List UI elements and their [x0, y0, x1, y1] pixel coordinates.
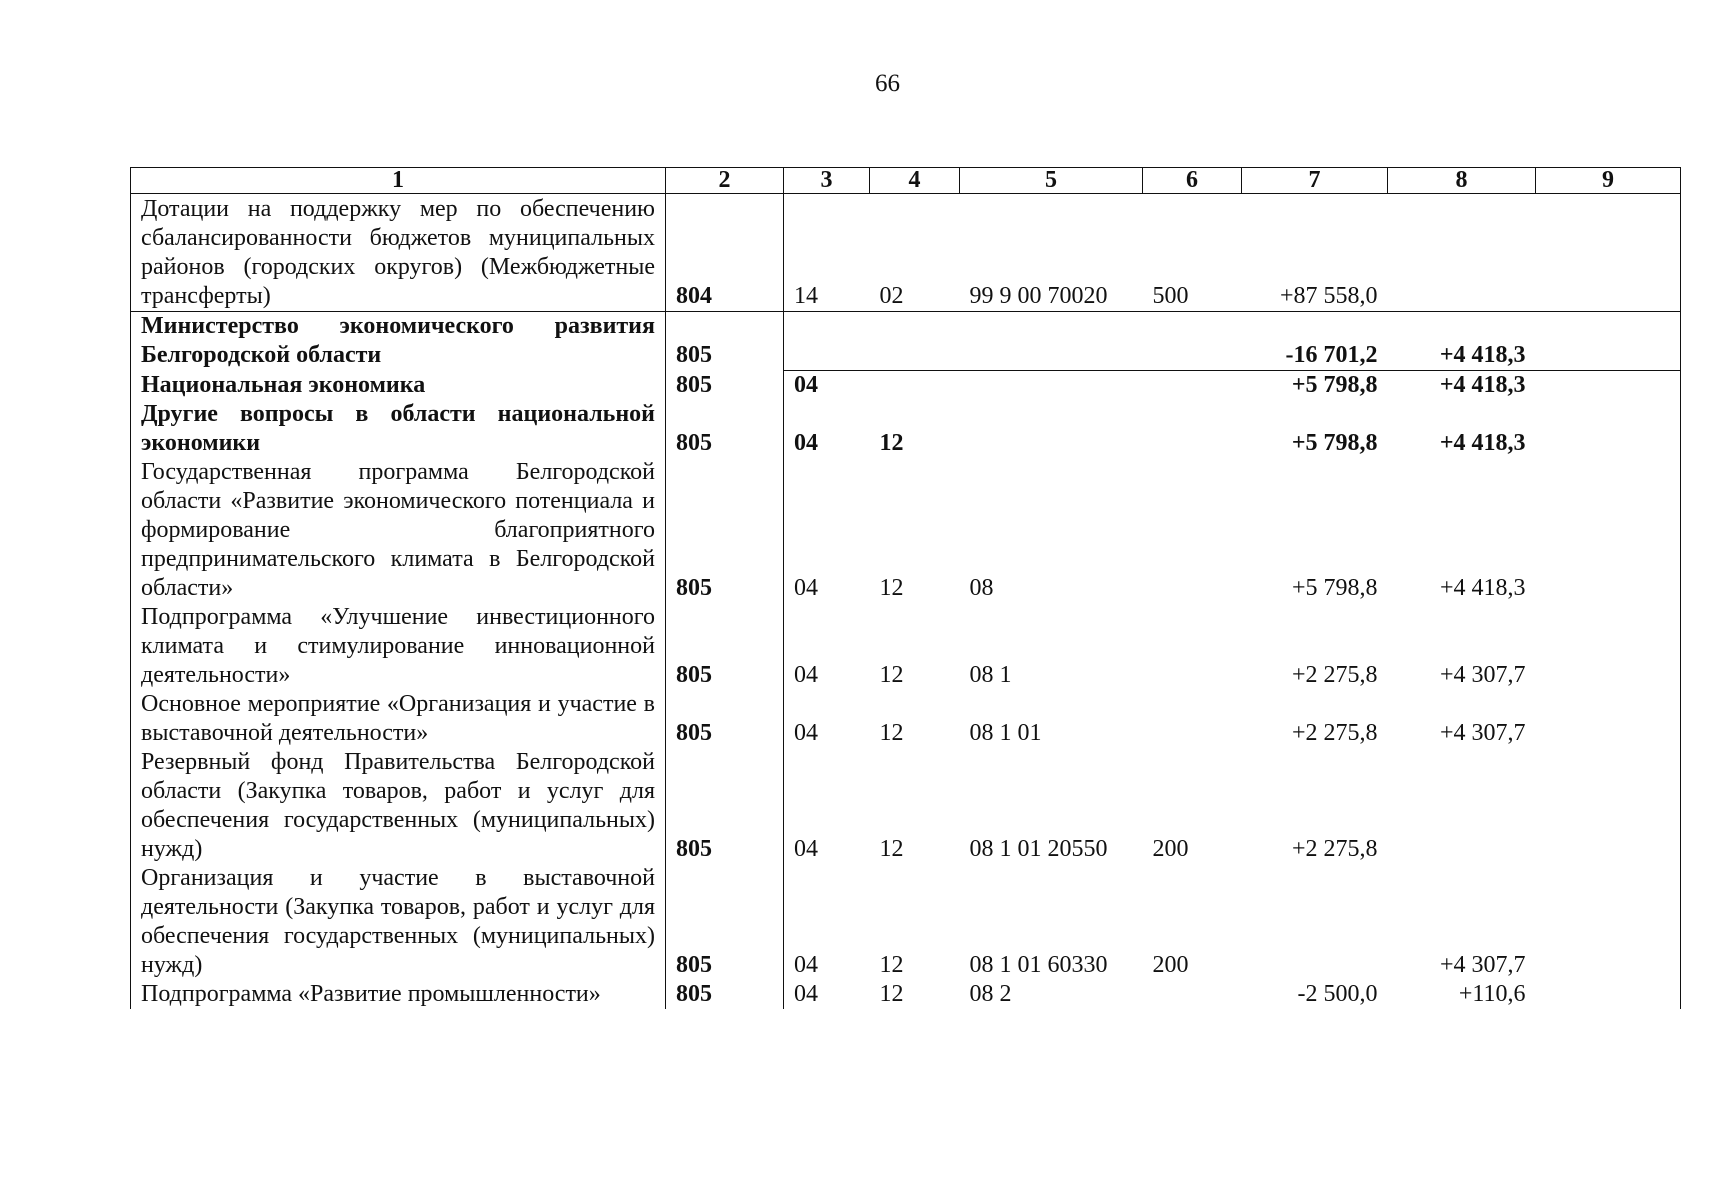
- cell-c6: [1143, 603, 1242, 690]
- cell-c8: +110,6: [1458, 980, 1526, 1007]
- cell-c3: 04: [794, 661, 818, 688]
- cell-c5: 08 2: [969, 980, 1012, 1007]
- cell-c8: +4 307,7: [1439, 951, 1526, 978]
- cell-c2: 805: [666, 370, 784, 400]
- cell-c2: 804: [666, 194, 784, 312]
- col-header: 6: [1143, 168, 1242, 194]
- col-header: 4: [870, 168, 960, 194]
- cell-c5: 08 1 01 60330: [969, 951, 1108, 978]
- cell-c7: +2 275,8: [1291, 835, 1378, 862]
- cell-c8: [1388, 748, 1536, 864]
- cell-c6: [1143, 458, 1242, 603]
- cell-c3: 04: [794, 719, 818, 746]
- table-row: [131, 748, 1681, 864]
- cell-c7: -2 500,0: [1297, 980, 1378, 1007]
- cell-c8: +4 418,3: [1439, 574, 1526, 601]
- cell-c3: 04: [794, 429, 818, 456]
- cell-c3: 04: [794, 980, 818, 1007]
- cell-c2: 805: [666, 400, 784, 458]
- cell-c4: 12: [879, 719, 904, 746]
- table-row: [131, 864, 1681, 980]
- cell-c4: 12: [879, 661, 904, 688]
- cell-c4: 12: [879, 835, 904, 862]
- cell-c7: +87 558,0: [1279, 283, 1378, 309]
- cell-c8: +4 418,3: [1439, 371, 1526, 398]
- cell-c7: -16 701,2: [1242, 312, 1388, 371]
- cell-c7: +5 798,8: [1291, 574, 1378, 601]
- cell-c4: 12: [879, 574, 904, 601]
- cell-c9: [1536, 748, 1681, 864]
- cell-c6: [1143, 400, 1242, 458]
- col-header: 2: [666, 168, 784, 194]
- cell-c2: 805: [666, 312, 784, 371]
- table-row: [131, 690, 1681, 748]
- row-name: Подпрограмма «Улучшение инвестиционного климата и стимулирование инновационной деятельности»: [131, 603, 666, 690]
- col-header: 1: [131, 168, 666, 194]
- cell-c4: 02: [879, 283, 904, 309]
- row-name: Министерство экономического развития Белгородской области: [131, 312, 666, 371]
- row-name: Дотации на поддержку мер по обеспечению сбалансированности бюджетов муниципальных районов (городских округов) (Межбюджетные трансферты): [131, 194, 666, 312]
- row-name: Основное мероприятие «Организация и участие в выставочной деятельности»: [131, 690, 666, 748]
- cell-c7: [1242, 864, 1388, 980]
- cell-c9: [1536, 194, 1681, 312]
- cell-c4: 12: [879, 429, 904, 456]
- col-header: 9: [1536, 168, 1681, 194]
- cell-c3: 04: [794, 574, 818, 601]
- cell-c3: 14: [794, 283, 818, 309]
- cell-c8: [1388, 194, 1536, 312]
- col-header: 5: [960, 168, 1143, 194]
- cell-c4: [870, 370, 960, 400]
- page-number: 66: [875, 70, 900, 97]
- cell-c5: 08: [969, 574, 994, 601]
- cell-c6: 200: [1152, 951, 1189, 978]
- header-row: [131, 168, 1681, 194]
- row-name: Другие вопросы в области национальной экономики: [131, 400, 666, 458]
- col-header: 7: [1242, 168, 1388, 194]
- cell-c9: [1536, 980, 1681, 1009]
- row-name: Государственная программа Белгородской области «Развитие экономического потенциала и формирование благоприятного предпринимательского климата в Белгородской области»: [131, 458, 666, 603]
- cell-c9: [1536, 370, 1681, 400]
- table-row: [131, 603, 1681, 690]
- cell-c8: +4 307,7: [1439, 719, 1526, 746]
- cell-c3: [784, 312, 870, 371]
- cell-c5: 08 1: [969, 661, 1012, 688]
- cell-c2: 805: [666, 690, 784, 748]
- cell-c5: [960, 370, 1143, 400]
- table-row: [131, 980, 1681, 1009]
- cell-c7: +2 275,8: [1291, 719, 1378, 746]
- table-row: [131, 312, 1681, 371]
- cell-c4: [870, 312, 960, 371]
- cell-c5: 08 1 01: [969, 719, 1042, 746]
- cell-c4: 12: [879, 951, 904, 978]
- row-name: Организация и участие в выставочной деятельности (Закупка товаров, работ и услуг для обеспечения государственных (муниципальных) нужд): [131, 864, 666, 980]
- cell-c8: +4 418,3: [1388, 312, 1536, 371]
- cell-c3: 04: [794, 951, 818, 978]
- cell-c7: +5 798,8: [1291, 429, 1378, 456]
- cell-c6: 200: [1152, 835, 1189, 862]
- cell-c5: [960, 400, 1143, 458]
- row-name: Национальная экономика: [131, 370, 666, 400]
- table-row: [131, 194, 1681, 312]
- cell-c8: +4 307,7: [1439, 661, 1526, 688]
- cell-c6: [1143, 370, 1242, 400]
- cell-c9: [1536, 458, 1681, 603]
- budget-table: [130, 167, 1681, 1009]
- cell-c9: [1536, 603, 1681, 690]
- cell-c9: [1536, 400, 1681, 458]
- cell-c9: [1536, 864, 1681, 980]
- cell-c7: +2 275,8: [1291, 661, 1378, 688]
- cell-c3: 04: [794, 371, 818, 398]
- row-name: Резервный фонд Правительства Белгородской области (Закупка товаров, работ и услуг для обеспечения государственных (муниципальных) нужд): [131, 748, 666, 864]
- col-header: 8: [1388, 168, 1536, 194]
- row-name: Подпрограмма «Развитие промышленности»: [131, 980, 666, 1009]
- cell-c2: 805: [666, 603, 784, 690]
- col-header: 3: [784, 168, 870, 194]
- cell-c2: 805: [666, 748, 784, 864]
- cell-c5: 08 1 01 20550: [969, 835, 1108, 862]
- cell-c5: 99 9 00 70020: [969, 283, 1108, 309]
- cell-c7: +5 798,8: [1291, 371, 1378, 398]
- cell-c9: [1536, 312, 1681, 371]
- cell-c2: 805: [666, 458, 784, 603]
- cell-c2: 805: [666, 980, 784, 1009]
- cell-c6: 500: [1152, 283, 1189, 309]
- cell-c9: [1536, 690, 1681, 748]
- table-row: [131, 458, 1681, 603]
- cell-c8: +4 418,3: [1439, 429, 1526, 456]
- cell-c4: 12: [879, 980, 904, 1007]
- cell-c6: [1143, 690, 1242, 748]
- table-row: [131, 400, 1681, 458]
- table-row: [131, 370, 1681, 400]
- cell-c2: 805: [666, 864, 784, 980]
- cell-c6: [1143, 980, 1242, 1009]
- cell-c3: 04: [794, 835, 818, 862]
- cell-c5: [960, 312, 1143, 371]
- cell-c6: [1143, 312, 1242, 371]
